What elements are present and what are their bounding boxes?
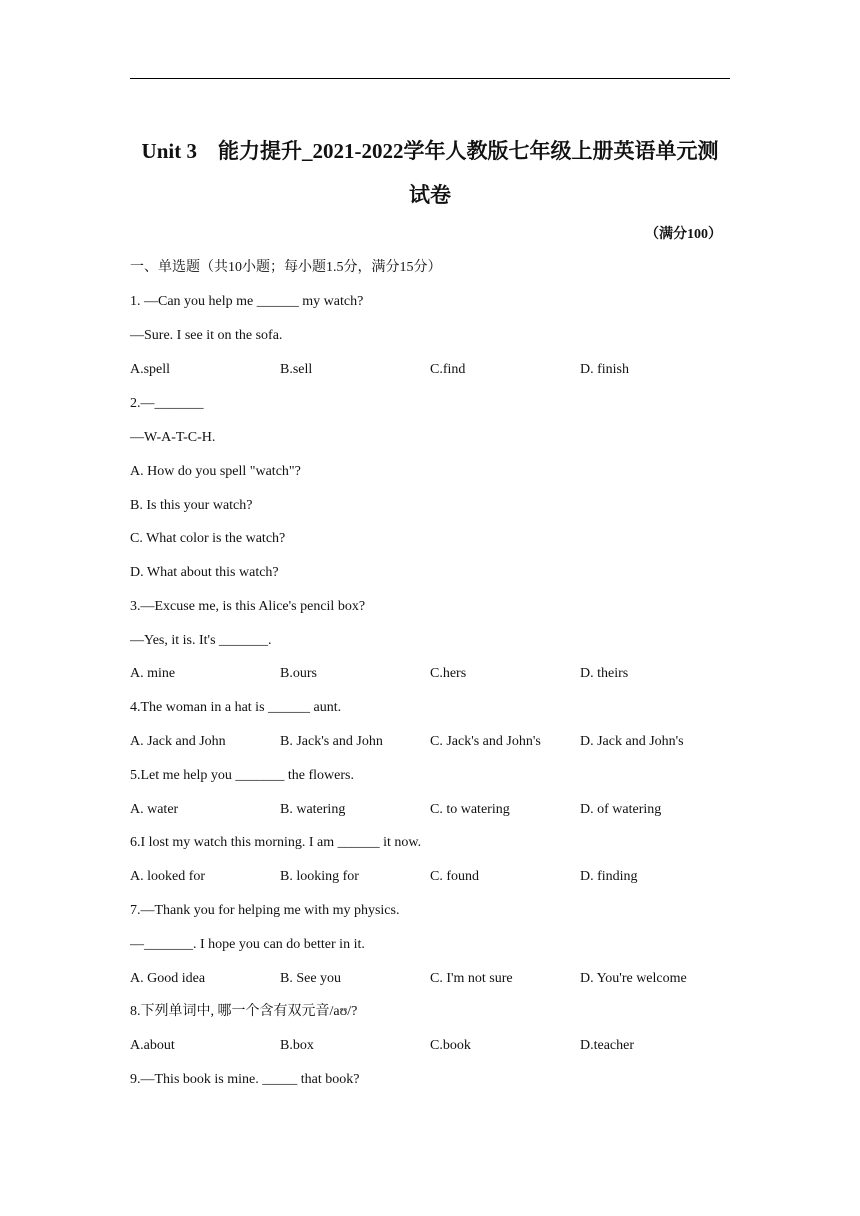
question-7-response: —_______. I hope you can do better in it. (130, 937, 365, 952)
option-c: C. to watering (430, 802, 510, 817)
option-b: B. Jack's and John (280, 734, 383, 749)
question-5-stem: 5.Let me help you _______ the flowers. (130, 768, 354, 783)
option-b: B.box (280, 1038, 314, 1053)
document-title-line-2: 试卷 (409, 183, 451, 207)
option-d: D. You're welcome (580, 971, 687, 986)
question-3-options (130, 665, 730, 683)
option-d: D. theirs (580, 666, 629, 681)
option-a: A.spell (130, 362, 171, 377)
question-3-stem: 3.—Excuse me, is this Alice's pencil box? (130, 599, 366, 614)
option-c: C. found (430, 869, 479, 884)
question-2-option-a: A. How do you spell "watch"? (130, 464, 301, 479)
option-d: D. finish (580, 362, 629, 377)
option-c: C.book (430, 1038, 471, 1053)
question-2-option-c: C. What color is the watch? (130, 531, 286, 546)
option-c: C. Jack's and John's (430, 734, 541, 749)
question-2-response: —W-A-T-C-H. (130, 430, 216, 445)
option-d: D. Jack and John's (580, 734, 684, 749)
question-5-options (130, 801, 730, 819)
question-7-options (130, 970, 730, 988)
option-a: A. mine (130, 666, 176, 681)
question-4-stem: 4.The woman in a hat is ______ aunt. (130, 700, 342, 715)
option-b: B. watering (280, 802, 346, 817)
option-c: C.find (430, 362, 466, 377)
option-c: C.hers (430, 666, 467, 681)
question-6-options (130, 868, 730, 886)
question-4-options (130, 733, 730, 751)
option-b: B.ours (280, 666, 317, 681)
section-heading: 一、单选题（共10小题；每小题1.5分，满分15分） (130, 260, 442, 275)
option-c: C. I'm not sure (430, 971, 513, 986)
question-2-option-b: B. Is this your watch? (130, 498, 253, 513)
option-a: A. Good idea (130, 971, 206, 986)
option-a: A.about (130, 1038, 175, 1053)
option-a: A. Jack and John (130, 734, 226, 749)
question-9-stem: 9.—This book is mine. _____ that book? (130, 1072, 360, 1087)
option-b: B. looking for (280, 869, 359, 884)
option-a: A. looked for (130, 869, 206, 884)
question-8-options (130, 1037, 730, 1055)
full-score-note: （满分100） (645, 227, 722, 242)
header-rule (130, 78, 730, 79)
option-b: B. See you (280, 971, 342, 986)
question-8-stem: 8.下列单词中, 哪一个含有双元音/aʊ/? (130, 1004, 358, 1019)
question-2-stem: 2.—_______ (130, 396, 204, 411)
question-7-stem: 7.—Thank you for helping me with my physics. (130, 903, 400, 918)
option-b: B.sell (280, 362, 313, 377)
question-1-stem: 1. —Can you help me ______ my watch? (130, 294, 364, 309)
question-1-response: —Sure. I see it on the sofa. (130, 328, 283, 343)
document-title-line-1: Unit 3 能力提升_2021-2022学年人教版七年级上册英语单元测 (141, 139, 719, 163)
question-6-stem: 6.I lost my watch this morning. I am ______ it now. (130, 835, 422, 850)
option-d: D. of watering (580, 802, 662, 817)
option-d: D. finding (580, 869, 638, 884)
question-1-options (130, 361, 730, 379)
question-3-response: —Yes, it is. It's _______. (130, 633, 272, 648)
question-2-option-d: D. What about this watch? (130, 565, 279, 580)
option-a: A. water (130, 802, 179, 817)
option-d: D.teacher (580, 1038, 635, 1053)
